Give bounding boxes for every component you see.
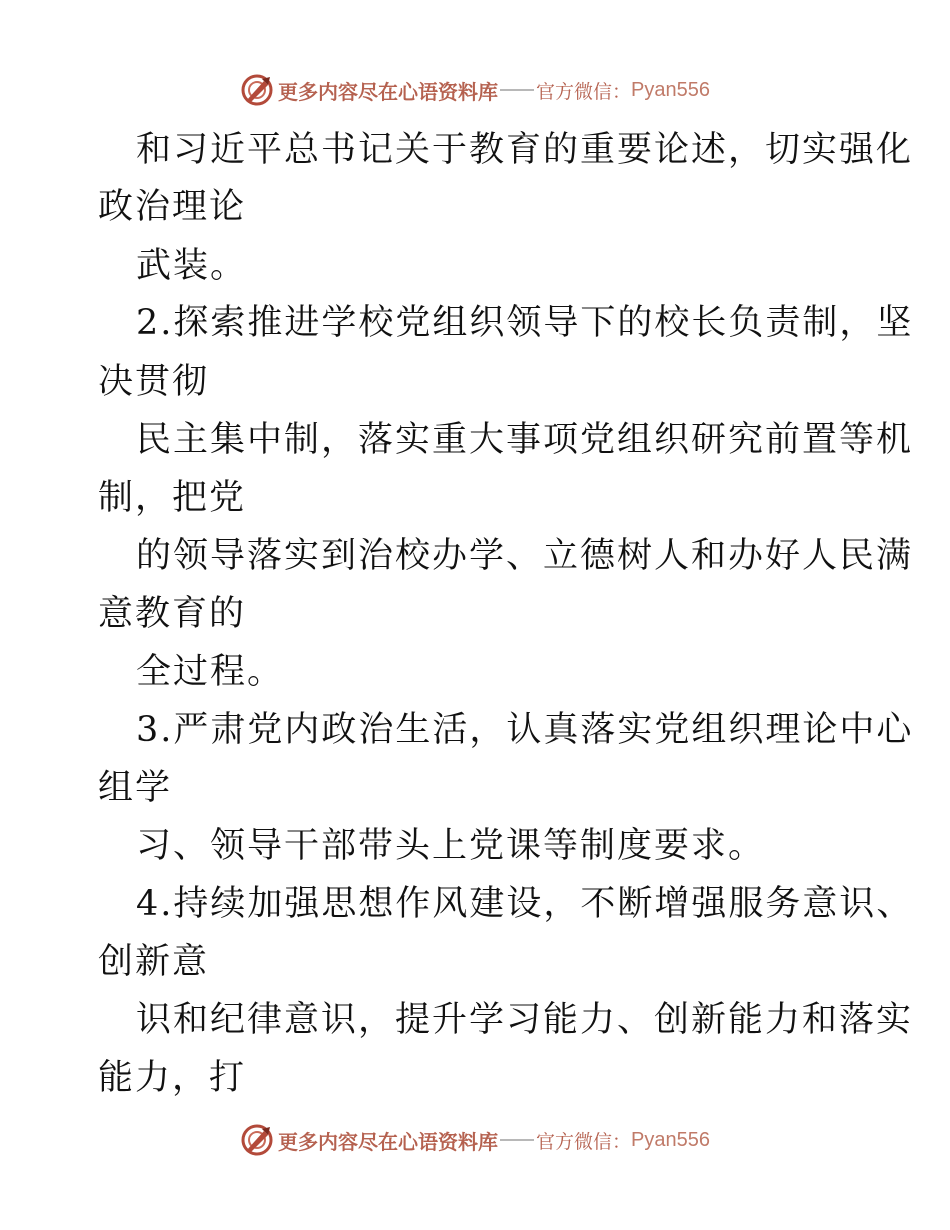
quill-emblem-icon (240, 1123, 274, 1157)
body-line: 政治理论 (98, 187, 247, 227)
body-line: 武装。 (136, 246, 248, 286)
banner-account-id: Pyan556 (631, 1128, 710, 1151)
body-line: 识和纪律意识，提升学习能力、创新能力和落实 (136, 1000, 914, 1040)
banner-main-text: 更多内容尽在心语资料库 (278, 1129, 498, 1154)
body-line: 4.持续加强思想作风建设，不断增强服务意识、 (136, 884, 914, 924)
quill-emblem-icon (240, 73, 274, 107)
banner-official-label: 官方微信： (536, 80, 632, 103)
body-line: 意教育的 (98, 594, 247, 634)
banner-divider (500, 1139, 534, 1141)
body-line: 制，把党 (98, 478, 247, 518)
body-line: 创新意 (98, 942, 210, 982)
banner-main-text: 更多内容尽在心语资料库 (278, 79, 498, 104)
body-line: 习、领导干部带头上党课等制度要求。 (136, 826, 766, 866)
body-line: 3.严肃党内政治生活，认真落实党组织理论中心 (136, 710, 914, 750)
body-line: 组学 (98, 768, 173, 808)
body-line: 和习近平总书记关于教育的重要论述，切实强化 (136, 130, 914, 170)
banner-divider (500, 89, 534, 91)
body-line: 2.探索推进学校党组织领导下的校长负责制，坚 (136, 303, 914, 343)
footer-banner (0, 1120, 950, 1160)
banner-account-id: Pyan556 (631, 78, 710, 101)
body-line: 决贯彻 (98, 362, 210, 402)
body-line: 全过程。 (136, 652, 285, 692)
body-line: 能力，打 (98, 1058, 247, 1098)
body-line: 民主集中制，落实重大事项党组织研究前置等机 (136, 420, 914, 460)
banner-official-label: 官方微信： (536, 1130, 632, 1153)
header-banner (0, 70, 950, 110)
body-line: 的领导落实到治校办学、立德树人和办好人民满 (136, 536, 914, 576)
